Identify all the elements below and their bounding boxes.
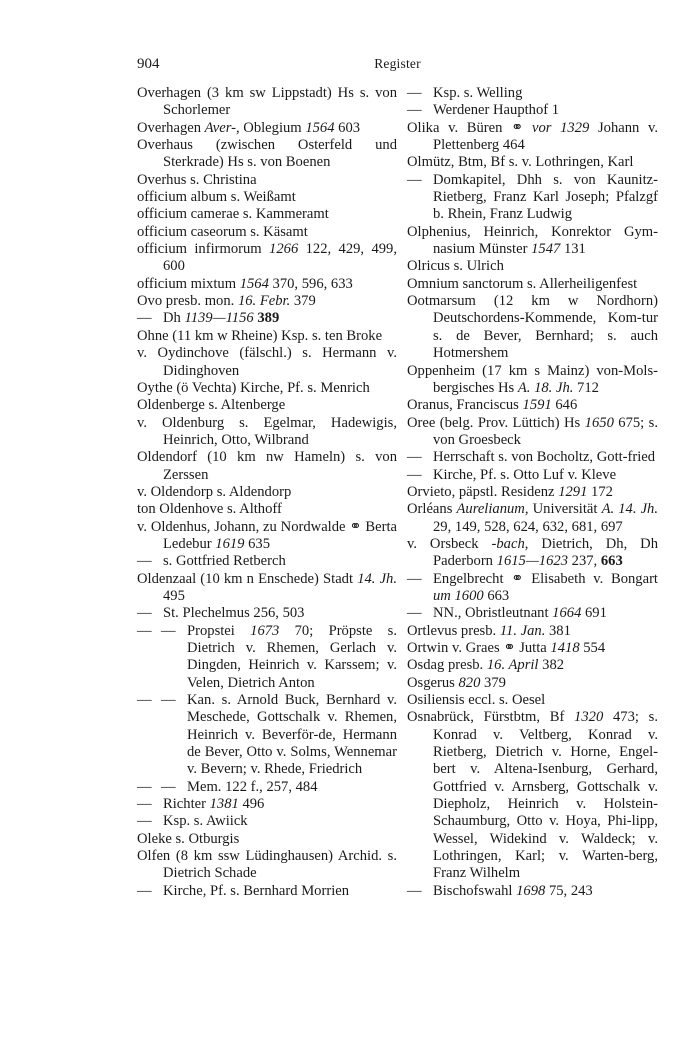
entry-text: Omnium sanctorum s. Allerheiligenfest — [407, 275, 638, 292]
entry-text: Overhagen (3 km sw Lippstadt) Hs s. von Schorlemer — [137, 85, 397, 119]
page-header — [137, 56, 658, 76]
entry-text: Osdag presb. 16. April 382 — [407, 657, 565, 674]
index-entry — [407, 258, 658, 275]
index-entry — [137, 415, 397, 450]
index-entry — [407, 501, 658, 536]
entry-text: ton Oldenhove s. Althoff — [137, 501, 282, 518]
index-entry — [137, 224, 397, 241]
index-entry — [407, 120, 658, 155]
entry-text: Orléans Aurelianum, Universität A. 14. Jh. 29, 149, 528, 624, 632, 681, 697 — [407, 501, 658, 535]
entry-text: Oldendorf (10 km nw Hameln) s. von Zerssen — [137, 449, 397, 483]
index-subentry — [407, 571, 658, 606]
entry-text: Kirche, Pf. s. Otto Luf v. Kleve — [433, 466, 617, 483]
index-entry — [407, 293, 658, 362]
entry-text: Olmütz, Btm, Bf s. v. Lothringen, Karl — [407, 154, 634, 171]
subentry-dash: — — [137, 796, 152, 813]
subentry-dash: — — [407, 449, 422, 466]
index-subentry — [407, 605, 658, 622]
index-entry — [137, 276, 397, 293]
index-subentry — [137, 692, 397, 779]
subentry-dash: — — [137, 778, 152, 795]
running-head: Register — [374, 56, 421, 71]
entry-text: Osgerus 820 379 — [407, 674, 506, 691]
index-subentry — [407, 449, 658, 466]
subentry-dash: — — [407, 85, 422, 101]
index-entry — [407, 154, 658, 171]
entry-text: Kirche, Pf. s. Bernhard Morrien — [163, 882, 350, 899]
entry-text: officium camerae s. Kammeramt — [137, 206, 329, 223]
entry-text: Oldenberge s. Altenberge — [137, 397, 286, 414]
entry-text: Oldenzaal (10 km n Enschede) Stadt 14. Jh. 495 — [137, 570, 397, 604]
subentry-dash: — — [137, 605, 152, 622]
entry-text: v. Oldenhus, Johann, zu Nordwalde ⚭ Berta Ledebur 1619 635 — [137, 518, 397, 552]
index-entry — [407, 675, 658, 692]
entry-text: Oppenheim (17 km s Mainz) von-Mols-bergisches Hs A. 18. Jh. 712 — [407, 362, 658, 396]
entry-text: Ohne (11 km w Rheine) Ksp. s. ten Broke — [137, 327, 383, 344]
entry-text: Olfen (8 km ssw Lüdinghausen) Archid. s. Dietrich Schade — [137, 848, 397, 882]
entry-text: v. Oydinchove (fälschl.) s. Hermann v. Didinghoven — [137, 345, 397, 379]
index-entry — [137, 571, 397, 606]
subentry-dash: — — [161, 692, 176, 709]
index-entry — [137, 206, 397, 223]
entry-text: Mem. 122 f., 257, 484 — [187, 778, 318, 795]
entry-text: Olphenius, Heinrich, Konrektor Gym-nasium Münster 1547 131 — [407, 223, 658, 258]
index-subentry — [137, 883, 397, 900]
subentry-dash: — — [407, 102, 422, 119]
entry-text: v. Orsbeck -bach, Dietrich, Dh, Dh Paderborn 1615—1623 237, 663 — [407, 535, 658, 570]
entry-text: Engelbrecht ⚭ Elisabeth v. Bongart um 1600 663 — [433, 570, 658, 604]
index-entry — [407, 623, 658, 640]
entry-text: Olricus s. Ulrich — [407, 258, 504, 275]
subentry-dash: — — [407, 570, 422, 587]
subentry-dash: — — [137, 553, 152, 570]
index-entry — [137, 831, 397, 848]
entry-text: Overhaus (zwischen Osterfeld und Sterkrade) Hs s. von Boenen — [137, 137, 397, 171]
index-entry — [137, 137, 397, 172]
index-entry — [407, 363, 658, 398]
index-entry — [407, 224, 658, 259]
entry-text: Richter 1381 496 — [163, 796, 265, 813]
index-entry — [137, 328, 397, 345]
entry-text: Ortlevus presb. 11. Jan. 381 — [407, 622, 571, 639]
index-entry — [407, 640, 658, 657]
index-entry — [137, 397, 397, 414]
entry-text: Oleke s. Otburgis — [137, 830, 240, 847]
entry-text: Ovo presb. mon. 16. Febr. 379 — [137, 293, 316, 310]
entry-text: Osiliensis eccl. s. Oesel — [407, 692, 546, 709]
subentry-dash: — — [161, 622, 176, 639]
entry-text: Herrschaft s. von Bocholtz, Gott-fried — [433, 449, 656, 466]
entry-text: Werdener Haupthof 1 — [433, 102, 560, 119]
subentry-dash: — — [407, 605, 422, 622]
entry-text: NN., Obristleutnant 1664 691 — [433, 605, 607, 622]
index-subentry — [407, 102, 658, 119]
entry-text: Dh 1139—1156 389 — [163, 310, 280, 327]
index-subentry — [137, 813, 397, 830]
entry-text: Overhagen Aver-, Oblegium 1564 603 — [137, 119, 361, 136]
index-entry — [407, 276, 658, 293]
index-column-left — [137, 85, 397, 900]
entry-text: Domkapitel, Dhh s. von Kaunitz-Rietberg, Franz Karl Joseph; Pfalzgf b. Rhein, Franz Ludwig — [433, 171, 658, 223]
index-subentry — [137, 553, 397, 570]
subentry-dash: — — [137, 813, 152, 830]
index-entry — [137, 241, 397, 276]
index-subentry — [137, 310, 397, 327]
entry-text: Overhus s. Christina — [137, 171, 257, 188]
index-entry — [137, 501, 397, 518]
entry-text: v. Oldenburg s. Egelmar, Hadewigis, Heinrich, Otto, Wilbrand — [137, 414, 397, 448]
index-entry — [407, 397, 658, 414]
index-subentry — [137, 623, 397, 692]
index-entry — [407, 657, 658, 674]
entry-text: Orvieto, päpstl. Residenz 1291 172 — [407, 483, 613, 500]
entry-text: Kan. s. Arnold Buck, Bernhard v. Meschede, Gottschalk v. Rhemen, Heinrich v. Beverför-de, Hermann de Bever, Otto v. Solms, Wennemar v. Bevern; v. Rhede, Friedrich — [187, 692, 397, 778]
entry-text: v. Oldendorp s. Aldendorp — [137, 483, 292, 500]
entry-text: officium album s. Weißamt — [137, 189, 296, 206]
entry-text: Oythe (ö Vechta) Kirche, Pf. s. Menrich — [137, 379, 370, 396]
subentry-dash: — — [407, 466, 422, 483]
index-subentry — [407, 172, 658, 224]
entry-text: officium infirmorum 1266 122, 429, 499, 600 — [137, 241, 397, 275]
entry-text: Bischofswahl 1698 75, 243 — [433, 882, 593, 899]
index-entry — [137, 85, 397, 120]
index-entry — [407, 692, 658, 709]
index-entry — [137, 172, 397, 189]
entry-text: St. Plechelmus 256, 503 — [163, 605, 305, 622]
index-subentry — [407, 467, 658, 484]
entry-text: Olika v. Büren ⚭ vor 1329 Johann v. Plettenberg 464 — [407, 119, 658, 154]
index-entry — [137, 519, 397, 554]
index-subentry — [407, 85, 658, 102]
index-entry — [137, 848, 397, 883]
index-subentry — [137, 605, 397, 622]
index-entry — [137, 345, 397, 380]
entry-text: officium mixtum 1564 370, 596, 633 — [137, 275, 353, 292]
subentry-dash: — — [407, 882, 422, 899]
entry-text: s. Gottfried Retberch — [163, 553, 286, 570]
index-entry — [137, 120, 397, 137]
subentry-dash: — — [137, 882, 152, 899]
entry-text: officium caseorum s. Käsamt — [137, 223, 308, 240]
index-column-right — [407, 85, 658, 900]
subentry-dash: — — [137, 692, 152, 709]
subentry-dash: — — [137, 310, 152, 327]
index-subentry — [137, 779, 397, 796]
index-entry — [137, 484, 397, 501]
index-entry — [137, 380, 397, 397]
entry-text: Osnabrück, Fürstbtm, Bf 1320 473; s. Konrad v. Veltberg, Konrad v. Rietberg, Dietrich v. Horne, Engel-bert v. Altena-Isenburg, Gerhard, Gottfried v. Arnsberg, Gottschalk v. Diepholz, Heinrich v. Holstein-Schaumburg, Otto v. Hoya, Phi-lipp, Wessel, Widekind v. Waldeck; v. Lothringen, Karl; v. Warten-berg, Franz Wilhelm — [407, 709, 658, 882]
index-entry — [137, 293, 397, 310]
entry-text: Ortwin v. Graes ⚭ Jutta 1418 554 — [407, 640, 606, 656]
subentry-dash: — — [137, 622, 152, 639]
index-subentry — [137, 796, 397, 813]
entry-text: Propstei 1673 70; Pröpste s. Dietrich v. Rhemen, Gerlach v. Dingden, Heinrich v. Karssem; v. Velen, Dietrich Anton — [187, 622, 397, 691]
index-entry — [137, 189, 397, 206]
entry-text: Oranus, Franciscus 1591 646 — [407, 397, 578, 414]
entry-text: Oree (belg. Prov. Lüttich) Hs 1650 675; s. von Groesbeck — [407, 414, 659, 448]
entry-text: Ootmarsum (12 km w Nordhorn) Deutschordens-Kommende, Kom-tur s. de Bever, Bernhard; s. auch Hotmershem — [407, 293, 658, 362]
subentry-dash: — — [407, 171, 422, 188]
index-entry — [407, 709, 658, 882]
index-entry — [137, 449, 397, 484]
index-entry — [407, 484, 658, 501]
index-entry — [407, 536, 658, 571]
entry-text: Ksp. s. Welling — [433, 85, 523, 101]
index-entry — [407, 415, 658, 450]
entry-text: Ksp. s. Awiick — [163, 813, 248, 830]
subentry-dash: — — [161, 778, 176, 795]
page-number: 904 — [137, 56, 160, 72]
index-subentry — [407, 883, 658, 900]
